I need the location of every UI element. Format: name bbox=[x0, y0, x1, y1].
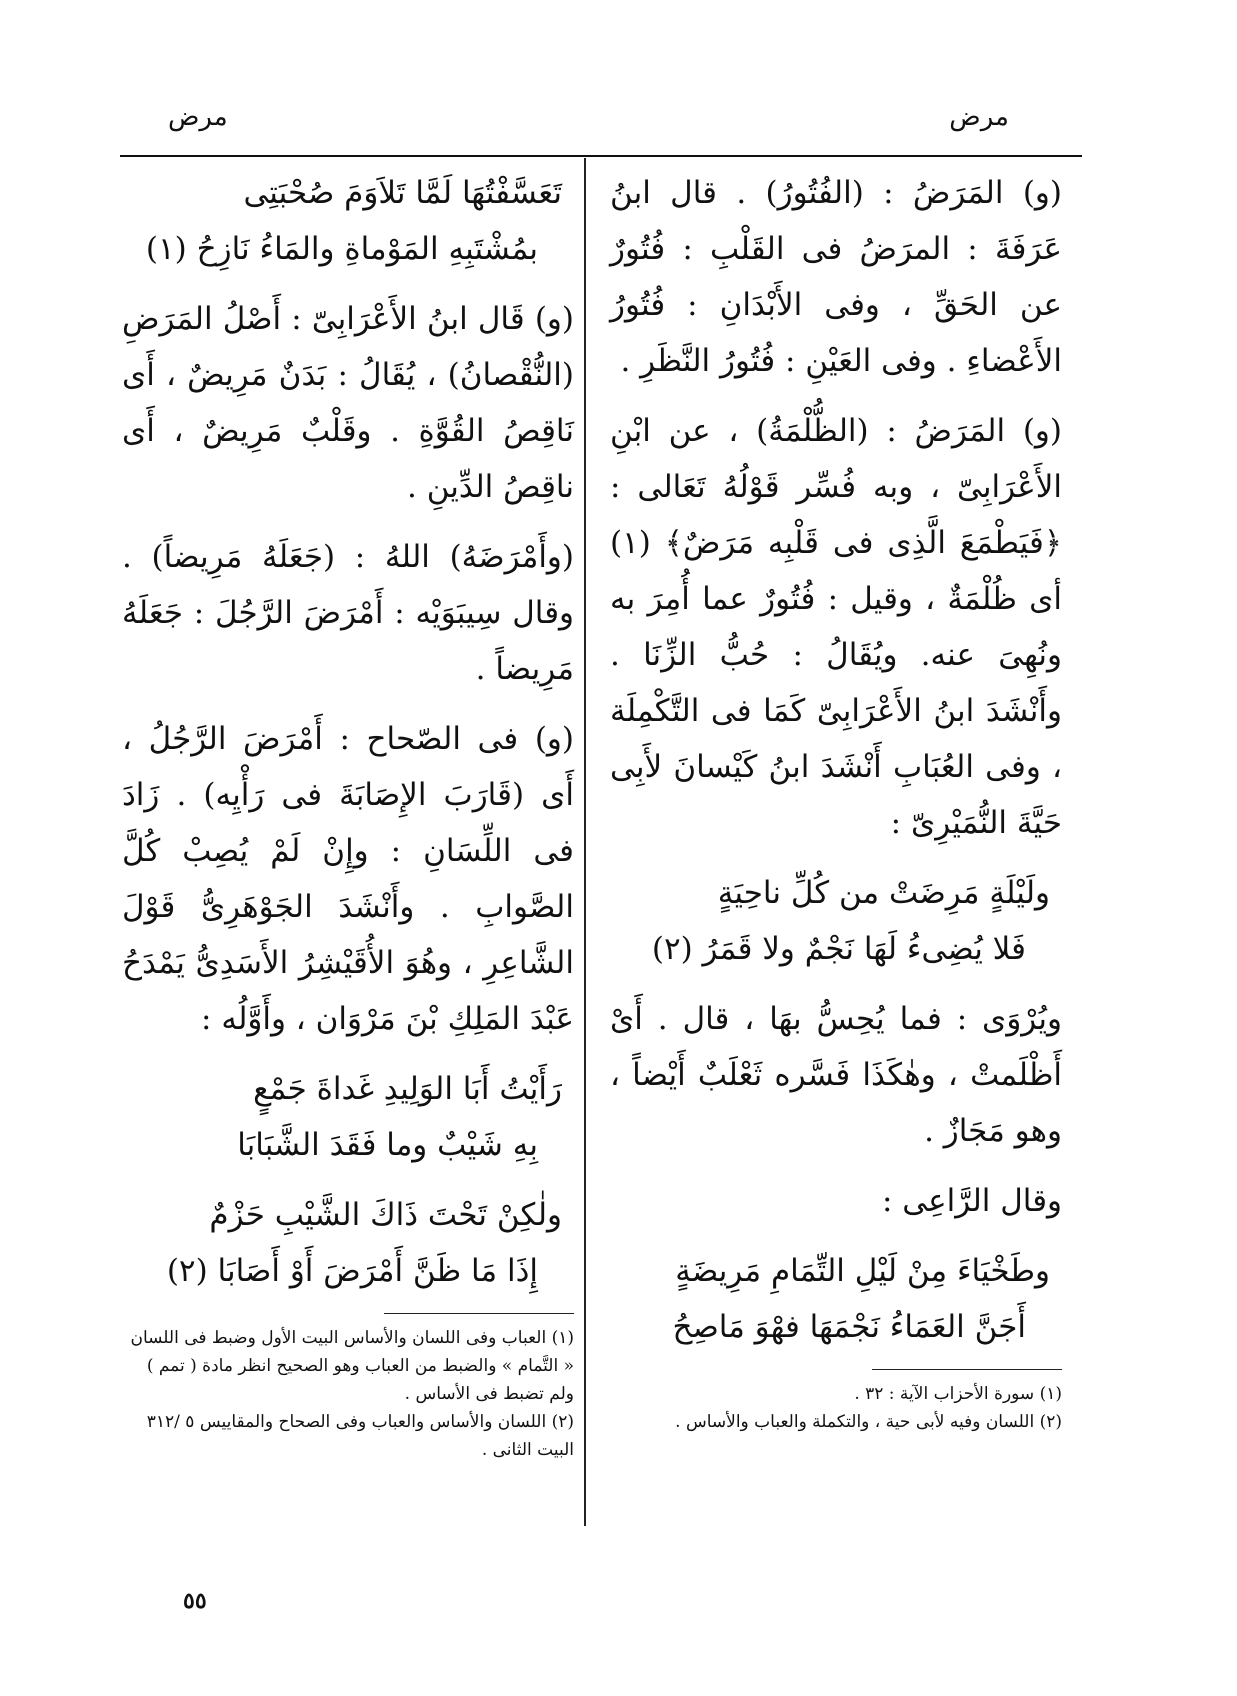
verse bbox=[610, 865, 1062, 977]
footnote: (٢) اللسان والأساس والعباب وفى الصحاح والمقاييس ٥ /٣١٢ البيت الثانى . bbox=[146, 1412, 574, 1460]
footnote-rule bbox=[384, 1313, 574, 1314]
verse bbox=[122, 1187, 574, 1299]
verse-second-hemistich: بِهِ شَيْبٌ وما فَقَدَ الشَّبَابَا bbox=[237, 1127, 538, 1163]
footnotes-right bbox=[610, 1380, 1062, 1436]
paragraph: (وأَمْرَضَهُ) اللهُ : (جَعَلَهُ مَرِيضاً) . وقال سِيبَوَيْه : أَمْرَضَ الرَّجُلَ : جَعَلَهُ مَرِيضاً . bbox=[122, 539, 574, 687]
footnote: (١) العباب وفى اللسان والأساس البيت الأول وضبط فى اللسان « التَّمام » والضبط من العباب وهو الصحيح انظر مادة ( تمم ) ولم تضبط فى الأساس . bbox=[130, 1328, 574, 1404]
paragraph: (و) المَرَضُ : (الظُّلْمَةُ) ، عن ابْنِ الأَعْرَابِىّ ، وبه فُسِّر قَوْلُهُ تَعَالى : ﴿فَيَطْمَعَ الَّذِى فى قَلْبِه مَرَضٌ﴾ (١) أى ظُلْمَةٌ ، وقيل : فُتُورٌ عما أُمِرَ به ونُهِىَ عنه. ويُقَالُ : حُبُّ الزِّنَا . وأَنْشَدَ ابنُ الأَعْرَابِىّ كَمَا فى التَّكْمِلَة ، وفى العُبَابِ أَنْشَدَ ابنُ كَيْسانَ لأَبِى حَيَّةَ النُّمَيْرِىّ : bbox=[610, 413, 1062, 841]
verse-second-hemistich: فَلا يُضِىءُ لَهَا نَجْمٌ ولا قَمَرُ (٢) bbox=[651, 931, 1026, 967]
footnote-rule bbox=[872, 1369, 1062, 1370]
column-divider bbox=[584, 158, 586, 1526]
footnotes-left bbox=[122, 1324, 574, 1464]
paragraph: (و) المَرَضُ : (الفُتُورُ) . قال ابنُ عَرَفَةَ : المرَضُ فى القَلْبِ : فُتُورٌ عن الحَقِّ ، وفى الأَبْدَانِ : فُتُورُ الأَعْضاءِ . وفى العَيْنِ : فُتُورُ النَّظَرِ . bbox=[610, 175, 1062, 379]
running-head-right: مرض bbox=[949, 102, 1009, 132]
verse-first-hemistich: ولٰكِنْ تَحْتَ ذَاكَ الشَّيْبِ حَزْمٌ bbox=[209, 1197, 562, 1233]
verse-second-hemistich: بمُشْتَبِهِ المَوْماةِ والمَاءُ نَازِحُ (١) bbox=[145, 231, 538, 267]
verse bbox=[122, 165, 574, 277]
paragraph: (و) قَال ابنُ الأَعْرَابِىّ : أَصْلُ المَرَضِ (النُّقْصانُ) ، يُقَالُ : بَدَنٌ مَرِيضٌ ، أَى نَاقِصُ القُوَّةِ . وقَلْبٌ مَرِيضٌ ، أَى ناقِصُ الدِّينِ . bbox=[122, 301, 574, 505]
verse-second-hemistich: إِذَا مَا ظَنَّ أَمْرَضَ أَوْ أَصَابَا (٢) bbox=[166, 1253, 538, 1289]
verse-first-hemistich: ولَيْلَةٍ مَرِضَتْ من كُلِّ ناحِيَةٍ bbox=[717, 875, 1050, 911]
paragraph: (و) فى الصّحاح : أَمْرَضَ الرَّجُلُ ، أَى (قَارَبَ الإِصَابَةَ فى رَأْيِه) . زَادَ فى اللِّسَانِ : وإِنْ لَمْ يُصِبْ كُلَّ الصَّوابِ . وأَنْشَدَ الجَوْهَرِىُّ قَوْلَ الشَّاعِرِ ، وهُوَ الأُقَيْشِرُ الأَسَدِىُّ يَمْدَحُ عَبْدَ المَلِكِ بْنَ مَرْوَان ، وأَوَّلُه : bbox=[122, 721, 574, 1037]
verse bbox=[610, 1243, 1062, 1355]
verse-first-hemistich: رَأَيْتُ أَبَا الوَلِيدِ غَداةَ جَمْعٍ bbox=[253, 1071, 562, 1107]
page-number: ٥٥ bbox=[183, 1588, 207, 1614]
right-column bbox=[610, 165, 1062, 1695]
verse-first-hemistich: وطَخْيَاءَ مِنْ لَيْلِ التِّمَامِ مَرِيضَةٍ bbox=[675, 1253, 1050, 1289]
header-rule bbox=[120, 155, 1082, 157]
paragraph: ويُرْوَى : فما يُحِسُّ بهَا ، قال . أَىْ أَظْلَمتْ ، وهٰكَذَا فَسَّره ثَعْلَبٌ أَيْضاً ، وهو مَجَازٌ . bbox=[610, 1001, 1062, 1149]
verse-first-hemistich: تَعَسَّفْتُهَا لَمَّا تَلاَوَمَ صُحْبَتِى bbox=[243, 175, 562, 211]
paragraph: وقال الرَّاعِى : bbox=[881, 1183, 1062, 1219]
footnote: (٢) اللسان وفيه لأبى حية ، والتكملة والعباب والأساس . bbox=[675, 1412, 1062, 1432]
left-column bbox=[122, 165, 574, 1695]
running-head-left: مرض bbox=[168, 102, 228, 132]
footnote: (١) سورة الأحزاب الآية : ٣٢ . bbox=[854, 1384, 1062, 1404]
verse bbox=[122, 1061, 574, 1173]
verse-second-hemistich: أَجَنَّ العَمَاءُ نَجْمَهَا فهْوَ مَاصِحُ bbox=[672, 1309, 1026, 1345]
